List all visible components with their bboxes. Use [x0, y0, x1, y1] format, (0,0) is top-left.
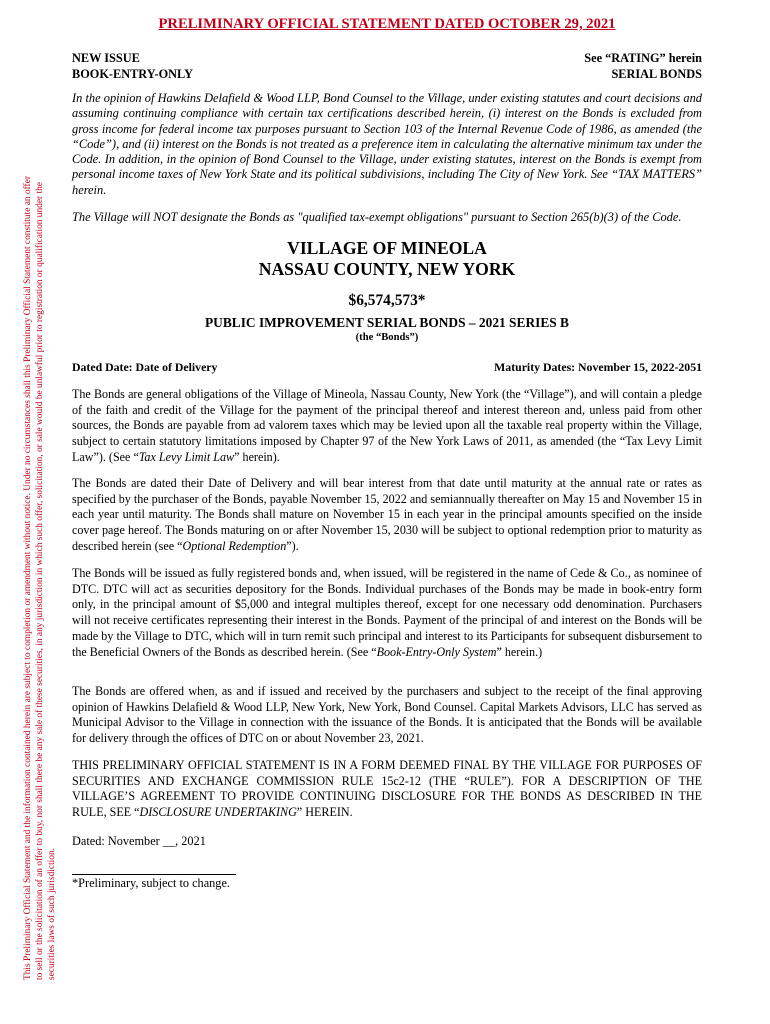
- designation-note: The Village will NOT designate the Bonds as "qualified tax-exempt obligations" pursuant to Section 265(b)(3) of the Code.: [72, 210, 682, 224]
- sidebar-line-1: This Preliminary Official Statement and the information contained herein are subject to completion or amendment without notice. Under no circumstances shall this Preliminary Official Statement constitute an offer: [23, 176, 33, 980]
- issue-type-block: [72, 50, 193, 82]
- tax-opinion-paragraph: In the opinion of Hawkins Delafield & Wood LLP, Bond Counsel to the Village, under existing statutes and court decisions and assuming continuing compliance with certain tax certifications described herein, (i) interest on the Bonds is excluded from gross income for federal income tax purposes pursuant to Section 103 of the Internal Revenue Code of 1986, as amended (the “Code”), and (ii) interest on the Bonds is not treated as a preference item in calculating the alternative minimum tax under the Code. In addition, in the opinion of Bond Counsel to the Village, under existing statutes, interest on the Bonds is exempt from personal income taxes of New York State and its political subdivisions, including The City of New York. See “TAX MATTERS” herein.: [72, 91, 702, 197]
- paragraph-offering: The Bonds are offered when, as and if issued and received by the purchasers and subject to the receipt of the final approving opinion of Hawkins Delafield & Wood LLP, New York, New York, Bond Counsel. Capital Markets Advisors, LLC has served as Municipal Advisor to the Village in connection with the issuance of the Bonds. It is anticipated that the Bonds will be available for delivery through the offices of DTC on or about November 23, 2021.: [72, 684, 702, 746]
- rating-block: [584, 50, 702, 82]
- paragraph-book-entry: [72, 566, 702, 660]
- p1-tail: ” herein).: [234, 449, 280, 464]
- p3-tail: ” herein.): [496, 644, 543, 659]
- rating-label: See “RATING” herein: [584, 51, 702, 65]
- p2-italic: Optional Redemption: [182, 538, 287, 553]
- footnote-rule: [72, 874, 236, 875]
- maturity-dates: Maturity Dates: November 15, 2022-2051: [494, 360, 702, 374]
- p2-text: The Bonds are dated their Date of Delivery and will bear interest from that date until maturity at the annual rate or rates as specified by the purchaser of the Bonds, payable November 15, 2022 and semiannually thereafter on May 15 and November 15 in each year until maturity. The Bonds shall mature on November 15 in each year in the principal amounts specified on the inside cover page hereof. The Bonds maturing on or after November 15, 2030 will be subject to optional redemption prior to maturity as described herein (see “: [72, 476, 702, 553]
- dated-line: Dated: November __, 2021: [72, 834, 206, 848]
- dated-date: Dated Date: Date of Delivery: [72, 360, 218, 374]
- p1-italic: Tax Levy Limit Law: [138, 449, 235, 464]
- p5-tail: ” HEREIN.: [296, 805, 353, 820]
- preliminary-heading: PRELIMINARY OFFICIAL STATEMENT DATED OCTOBER 29, 2021: [158, 16, 616, 32]
- sidebar-line-3: securities laws of such jurisdiction.: [47, 847, 57, 980]
- bonds-subtitle: (the “Bonds”): [355, 332, 419, 343]
- p3-text: The Bonds will be issued as fully registered bonds and, when issued, will be registered in the name of Cede & Co., as nominee of DTC. DTC will act as securities depository for the Bonds. Individual purchases of the Bonds may be made in book-entry form only, in the principal amount of $5,000 and integral multiples thereof, except for one necessary odd denomination. Purchasers will not receive certificates representing their interest in the Bonds. Payment of the principal of and interest on the Bonds will be made by the Village to DTC, which will in turn remit such principal and interest to its Participants for subsequent disbursement to the Beneficial Owners of the Bonds as described herein. (See “: [72, 566, 702, 659]
- p5-italic: DISCLOSURE UNDERTAKING: [139, 805, 297, 820]
- bond-amount: $6,574,573*: [348, 292, 426, 309]
- issuer-name: VILLAGE OF MINEOLA: [287, 238, 487, 258]
- p1-text: The Bonds are general obligations of the Village of Mineola, Nassau County, New York (the “Village”), and will contain a pledge of the faith and credit of the Village for the payment of the principal thereof and interest thereon and, unless paid from other sources, the Bonds are payable from ad valorem taxes which may be levied upon all the taxable real property within the Village, subject to certain statutory limitations imposed by Chapter 97 of the New York Laws of 2011, as amended (the “Tax Levy Limit Law”). (See “: [72, 387, 702, 464]
- paragraph-interest: [72, 476, 702, 555]
- sidebar-line-2: to sell or the solicitation of an offer to buy, nor shall there be any sale of these securities, in any jurisdiction in which such offer, solicitation, or sale would be unlawful prior to registration or qualification under the: [35, 182, 45, 980]
- footnote: *Preliminary, subject to change.: [72, 876, 230, 890]
- p3-italic: Book-Entry-Only System: [376, 644, 497, 659]
- bonds-title: PUBLIC IMPROVEMENT SERIAL BONDS – 2021 SERIES B: [205, 315, 569, 330]
- book-entry-label: BOOK-ENTRY-ONLY: [72, 67, 193, 81]
- legend-sidebar: [22, 0, 70, 980]
- paragraph-disclosure: [72, 758, 702, 821]
- serial-bonds-label: SERIAL BONDS: [611, 67, 702, 81]
- p5-text: THIS PRELIMINARY OFFICIAL STATEMENT IS IN A FORM DEEMED FINAL BY THE VILLAGE FOR PURPOSES OF SECURITIES AND EXCHANGE COMMISSION RULE 15c2-12 (THE “RULE”). FOR A DESCRIPTION OF THE VILLAGE’S AGREEMENT TO PROVIDE CONTINUING DISCLOSURE FOR THE BONDS AS DESCRIBED IN THE RULE, SEE “: [72, 758, 702, 820]
- p2-tail: ”).: [286, 538, 299, 553]
- issuer-county: NASSAU COUNTY, NEW YORK: [258, 259, 516, 279]
- new-issue-label: NEW ISSUE: [72, 51, 140, 65]
- paragraph-general-obligations: [72, 387, 702, 466]
